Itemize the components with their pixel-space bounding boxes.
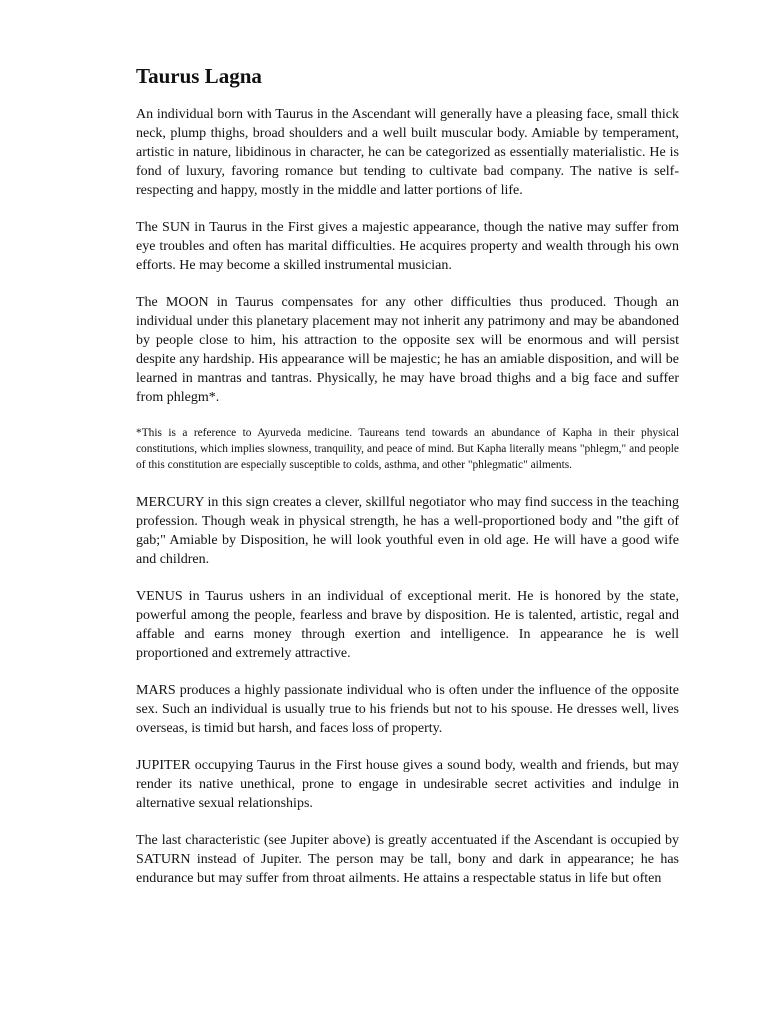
paragraph-venus: VENUS in Taurus ushers in an individual of exceptional merit. He is honored by the state, powerful among the people, fearless and brave by disposition. He is talented, artistic, regal and affable and earns money through exertion and intelligence. In appearance he is well proportioned and extremely attractive. <box>136 589 679 661</box>
page-title: Taurus Lagna <box>136 64 262 88</box>
document-body <box>136 62 679 906</box>
paragraph-saturn: The last characteristic (see Jupiter above) is greatly accentuated if the Ascendant is occupied by SATURN instead of Jupiter. The person may be tall, bony and dark in appearance; he has endurance but may suffer from throat ailments. He attains a respectable status in life but often <box>136 833 679 886</box>
paragraph-moon: The MOON in Taurus compensates for any other difficulties thus produced. Though an individual under this planetary placement may not inherit any patrimony and may be abandoned by people close to him, his attraction to the opposite sex will be enormous and will persist despite any hardship. His appearance will be majestic; he has an amiable disposition, and will be learned in mantras and tantras. Physically, he may have broad thighs and a big face and suffer from phlegm*. <box>136 295 679 405</box>
paragraph-mars: MARS produces a highly passionate individual who is often under the influence of the opposite sex. Such an individual is usually true to his friends but not to his spouse. He dresses well, lives overseas, is timid but harsh, and faces loss of property. <box>136 683 679 736</box>
paragraph-jupiter: JUPITER occupying Taurus in the First house gives a sound body, wealth and friends, but may render its native unethical, prone to engage in undesirable secret activities and indulge in alternative sexual relationships. <box>136 758 679 811</box>
paragraph-mercury: MERCURY in this sign creates a clever, skillful negotiator who may find success in the teaching profession. Though weak in physical strength, he has a well-proportioned body and "the gift of gab;" Amiable by Disposition, he will look youthful even in old age. He will have a good wife and children. <box>136 495 679 567</box>
paragraph-sun: The SUN in Taurus in the First gives a majestic appearance, though the native may suffer from eye troubles and often has marital difficulties. He acquires property and wealth through his own efforts. He may become a skilled instrumental musician. <box>136 220 679 273</box>
paragraph-intro: An individual born with Taurus in the Ascendant will generally have a pleasing face, small thick neck, plump thighs, broad shoulders and a well built muscular body. Amiable by temperament, artistic in nature, libidinous in character, he can be categorized as essentially materialistic. He is fond of luxury, favoring romance but tending to cultivate bad company. The native is self-respecting and happy, mostly in the middle and latter portions of life. <box>136 107 679 198</box>
footnote-ayurveda: *This is a reference to Ayurveda medicine. Taureans tend towards an abundance of Kapha in their physical constitutions, which implies slowness, tranquility, and peace of mind. But Kapha literally means "phlegm," and people of this constitution are especially susceptible to colds, asthma, and other "phlegmatic" ailments. <box>136 427 679 471</box>
